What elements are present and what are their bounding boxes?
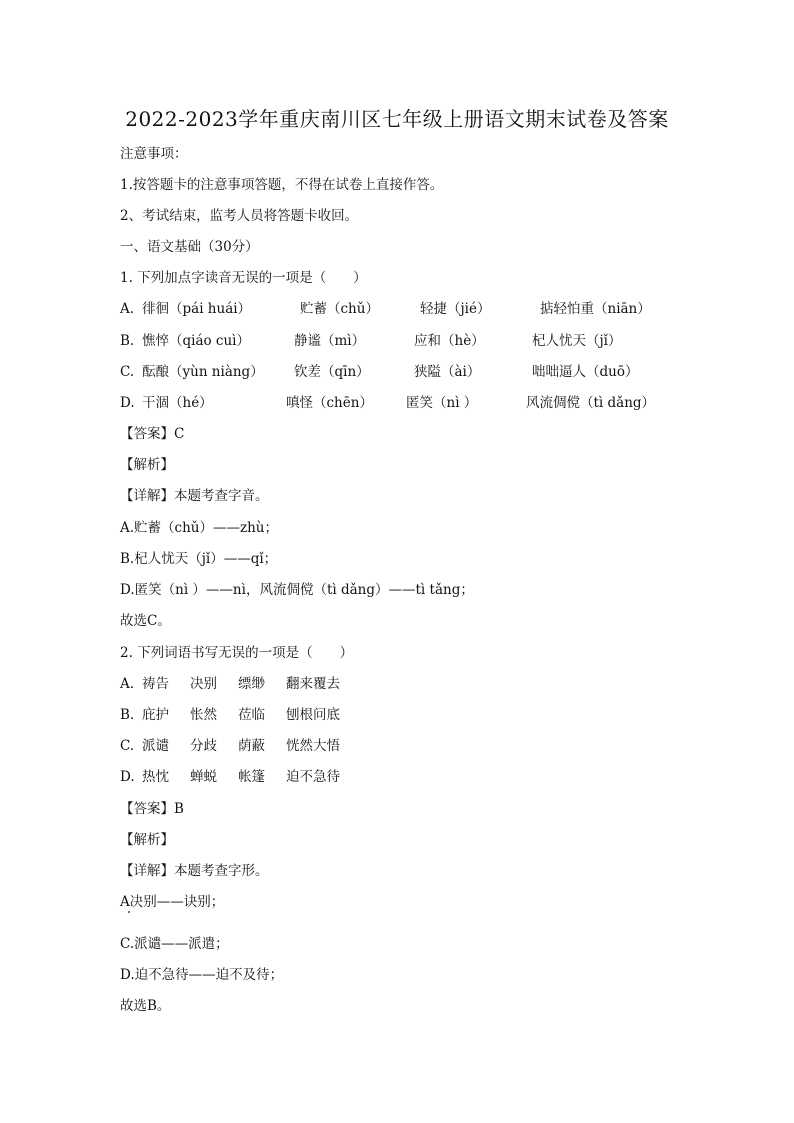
- detail-line: [120, 862, 269, 880]
- q1-option-c: [120, 363, 680, 381]
- option-word: 刨根问底: [286, 707, 340, 723]
- option-word: 杞人忧天（jǐ）: [532, 333, 622, 349]
- option-word: 掂轻怕重（niān）: [540, 301, 651, 317]
- option-word: 缥缈: [238, 676, 265, 692]
- option-word: 酝酿（yùn niàng）: [142, 364, 264, 380]
- section-heading: 一、语文基础（30分）: [120, 239, 259, 255]
- option-word: 风流倜傥（tì dǎng）: [526, 395, 656, 411]
- conclusion-line: 故选C。: [120, 613, 171, 629]
- question-2-stem: 2. 下列词语书写无误的一项是（ ）: [120, 645, 354, 661]
- detail-label: 【详解】: [120, 488, 174, 504]
- option-label: C.: [120, 364, 135, 380]
- option-word: 分歧: [190, 738, 217, 754]
- notice-item: 1.按答题卡的注意事项答题，不得在试卷上直接作答。: [120, 177, 444, 193]
- q2-option-c: [120, 737, 680, 755]
- conclusion-line: 故选B。: [120, 998, 171, 1014]
- option-word: 热忱: [142, 769, 169, 785]
- option-word: 钦差（qīn）: [294, 364, 370, 380]
- correction-line: B.杞人忧天（jǐ）——qǐ；: [120, 551, 278, 567]
- q1-option-a: [120, 300, 680, 318]
- answer-line: [120, 425, 184, 443]
- option-word: 匿笑（nì ）: [406, 395, 478, 411]
- answer-value: C: [174, 426, 185, 442]
- option-label: A.: [120, 676, 135, 692]
- q2-option-d: [120, 768, 680, 786]
- option-word: 咄咄逼人（duō）: [532, 364, 639, 380]
- correction-line: C.派谴——派遣；: [120, 936, 229, 952]
- correction-line: D.迫不急待——迫不及待；: [120, 967, 284, 983]
- q1-option-b: [120, 332, 680, 350]
- detail-text: 本题考查字形。: [174, 863, 269, 879]
- option-word: 帐篷: [238, 769, 265, 785]
- answer-label: 【答案】: [120, 426, 174, 442]
- answer-label: 【答案】: [120, 801, 174, 817]
- notice-item: 2、考试结束，监考人员将答题卡收回。: [120, 208, 359, 224]
- option-label: C.: [120, 738, 135, 754]
- option-word: 祷告: [142, 676, 169, 692]
- option-word: 怅然: [190, 707, 217, 723]
- option-word: 蝉蜕: [190, 769, 217, 785]
- option-word: 莅临: [238, 707, 265, 723]
- option-word: 翻来覆去: [286, 676, 340, 692]
- option-word: 荫蔽: [238, 738, 265, 754]
- question-1-stem: 1. 下列加点字读音无误的一项是（ ）: [120, 270, 367, 286]
- option-label: B.: [120, 333, 135, 349]
- option-word: 徘徊（pái huái）: [142, 301, 252, 317]
- q2-option-b: [120, 706, 680, 724]
- correction-line: D.匿笑（nì ）——nì，风流倜傥（tì dǎng）——tì tǎng；: [120, 582, 474, 598]
- option-word: 庇护: [142, 707, 169, 723]
- option-label: D.: [120, 769, 135, 785]
- detail-text: 本题考查字音。: [174, 488, 269, 504]
- option-word: 狭隘（ài）: [414, 364, 481, 380]
- option-word: 贮蓄（chǔ）: [300, 301, 379, 317]
- option-word: 静谧（mì）: [294, 333, 366, 349]
- answer-line: [120, 800, 184, 818]
- page-title: 2022-2023学年重庆南川区七年级上册语文期末试卷及答案: [125, 107, 669, 131]
- option-word: 憔悴（qiáo cuì）: [142, 333, 250, 349]
- option-word: 恍然大悟: [286, 738, 340, 754]
- option-word: 嗔怪（chēn）: [286, 395, 373, 411]
- correction-line: A.贮蓄（chǔ）——zhù；: [120, 520, 278, 536]
- notice-heading: 注意事项：: [120, 146, 188, 162]
- analysis-label: 【解析】: [120, 457, 174, 473]
- q2-option-a: [120, 675, 680, 693]
- answer-value: B: [174, 801, 184, 817]
- option-word: 干涸（hé）: [142, 395, 213, 411]
- option-label: B.: [120, 707, 135, 723]
- correction-line: A决别——诀别；: [120, 894, 225, 910]
- option-label: A.: [120, 301, 135, 317]
- option-label: D.: [120, 395, 135, 411]
- option-word: 决别: [190, 676, 217, 692]
- emphasis-dot: [128, 911, 130, 913]
- analysis-label: 【解析】: [120, 832, 174, 848]
- option-word: 应和（hè）: [414, 333, 485, 349]
- q1-option-d: [120, 394, 680, 412]
- option-word: 迫不急待: [286, 769, 340, 785]
- detail-label: 【详解】: [120, 863, 174, 879]
- option-word: 派谴: [142, 738, 169, 754]
- detail-line: [120, 487, 269, 505]
- option-word: 轻捷（jié）: [420, 301, 491, 317]
